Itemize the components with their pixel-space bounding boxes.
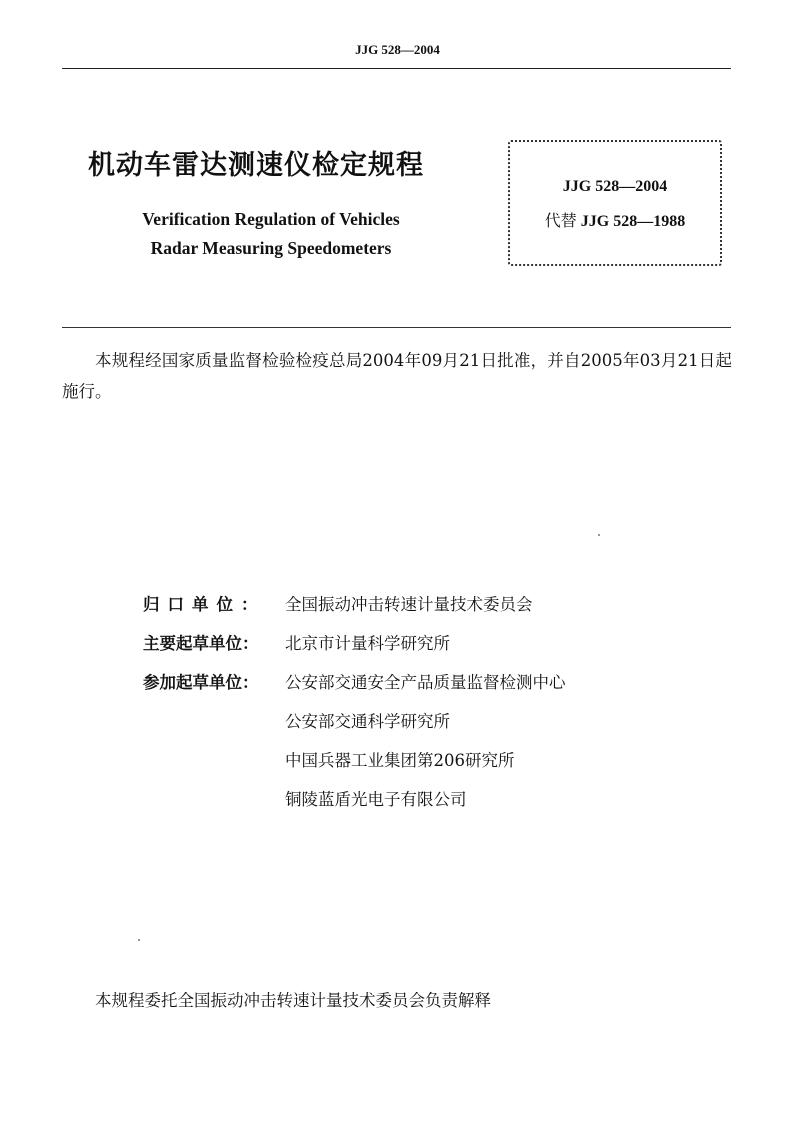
main-drafter-row — [143, 630, 259, 654]
title-english-line2: Radar Measuring Speedometers — [150, 238, 392, 258]
scan-speck — [138, 939, 140, 941]
main-drafter-label: 主要起草单位： — [143, 634, 259, 653]
code-box-code: JJG 528—2004 — [562, 178, 668, 195]
code-box-replaces — [508, 208, 722, 231]
main-drafter-value: 北京市计量科学研究所 — [285, 634, 450, 653]
responsible-unit-value: 全国振动冲击转速计量技术委员会 — [285, 595, 533, 614]
section-rule — [62, 327, 731, 328]
scan-speck — [598, 534, 600, 536]
approval-statement: 本规程经国家质量监督检验检疫总局2004年09月21日批准，并自2005年03月21日起施行。 — [62, 351, 732, 401]
participant-item: 公安部交通科学研究所 — [285, 712, 450, 731]
replaces-code: JJG 528—1988 — [580, 213, 686, 230]
participant-item: 中国兵器工业集团第206研究所 — [285, 751, 515, 770]
replaces-prefix: 代替 — [544, 211, 577, 230]
header-code: JJG 528—2004 — [355, 42, 440, 57]
participant-item: 公安部交通安全产品质量监督检测中心 — [285, 673, 566, 692]
title-chinese: 机动车雷达测速仪检定规程 — [88, 150, 424, 181]
participants-label: 参加起草单位： — [143, 673, 259, 692]
participants-row — [143, 669, 259, 693]
responsible-unit-row — [143, 591, 266, 615]
header-rule — [62, 68, 731, 69]
participant-item: 铜陵蓝盾光电子有限公司 — [285, 790, 467, 809]
footer-note: 本规程委托全国振动冲击转速计量技术委员会负责解释 — [95, 991, 491, 1010]
code-box — [508, 140, 722, 266]
title-english-line1: Verification Regulation of Vehicles — [142, 209, 400, 229]
responsible-unit-label: 归口单位： — [143, 595, 266, 614]
